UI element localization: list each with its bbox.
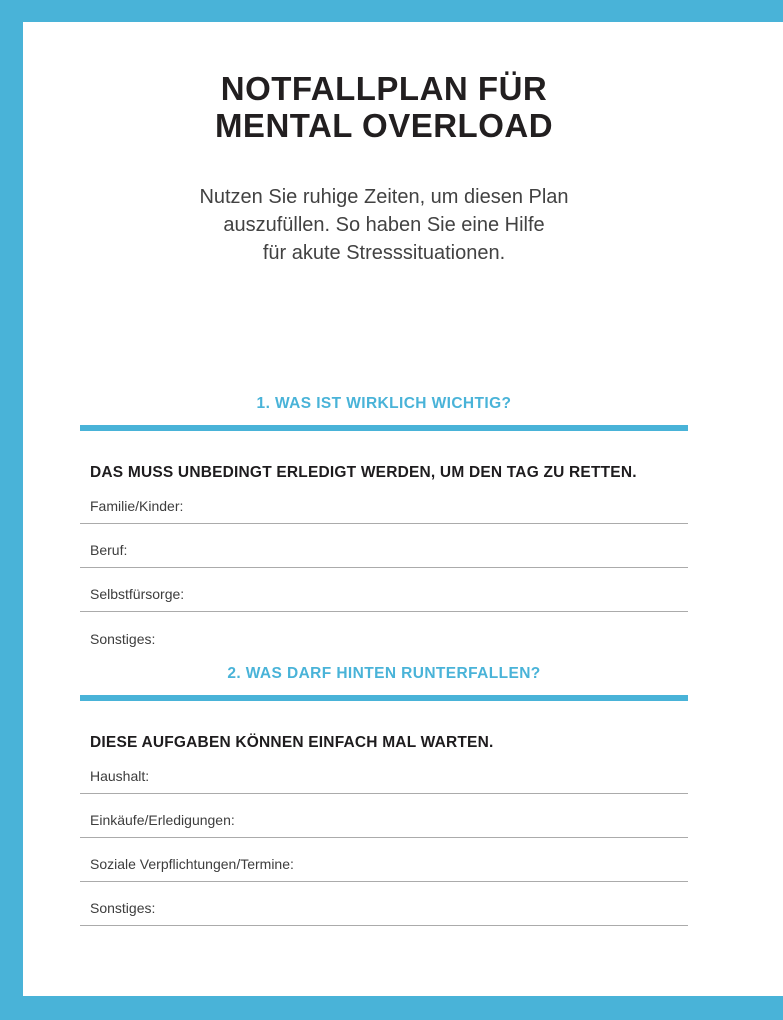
field-row-beruf (80, 524, 688, 568)
document-title-line-2: MENTAL OVERLOAD (214, 107, 554, 144)
intro-line-2: auszufüllen. So haben Sie eine Hilfe (223, 214, 545, 236)
field-row-sonstiges-1 (80, 612, 688, 656)
field-label-sonstiges-2: Sonstiges: (90, 900, 156, 916)
field-row-haushalt (80, 752, 688, 794)
field-row-einkaeufe-erledigungen (80, 794, 688, 838)
intro-line-3: für akute Stresssituationen. (262, 242, 506, 264)
field-row-familie-kinder (80, 482, 688, 524)
field-label-selbstfuersorge: Selbstfürsorge: (90, 586, 185, 602)
intro-paragraph (80, 183, 688, 267)
field-label-soziale-verpflichtungen-termine: Soziale Verpflichtungen/Termine: (90, 856, 294, 872)
section-2-divider (80, 695, 688, 701)
field-row-soziale-verpflichtungen-termine (80, 838, 688, 882)
section-1-subheading: DAS MUSS UNBEDINGT ERLEDIGT WERDEN, UM DEN TAG ZU RETTEN. (90, 464, 637, 481)
field-label-beruf: Beruf: (90, 542, 128, 558)
page-border-top (0, 0, 783, 22)
page-border-bottom (0, 996, 783, 1020)
field-label-sonstiges-1: Sonstiges: (90, 631, 156, 647)
section-2 (80, 666, 688, 926)
field-label-familie-kinder: Familie/Kinder: (90, 498, 184, 514)
section-1 (80, 396, 688, 656)
section-2-subheading: DIESE AUFGABEN KÖNNEN EINFACH MAL WARTEN. (90, 734, 494, 751)
field-label-einkaeufe-erledigungen: Einkäufe/Erledigungen: (90, 812, 235, 828)
field-row-sonstiges-2 (80, 882, 688, 926)
page-border-left (0, 0, 23, 1020)
field-label-haushalt: Haushalt: (90, 768, 150, 784)
section-1-divider (80, 425, 688, 431)
document-title-line-1: NOTFALLPLAN FÜR (220, 70, 548, 107)
intro-line-1: Nutzen Sie ruhige Zeiten, um diesen Plan (199, 186, 569, 208)
document-title (80, 70, 688, 144)
field-row-selbstfuersorge (80, 568, 688, 612)
section-2-heading: 2. WAS DARF HINTEN RUNTERFALLEN? (227, 665, 541, 682)
section-1-heading: 1. WAS IST WIRKLICH WICHTIG? (256, 395, 512, 412)
